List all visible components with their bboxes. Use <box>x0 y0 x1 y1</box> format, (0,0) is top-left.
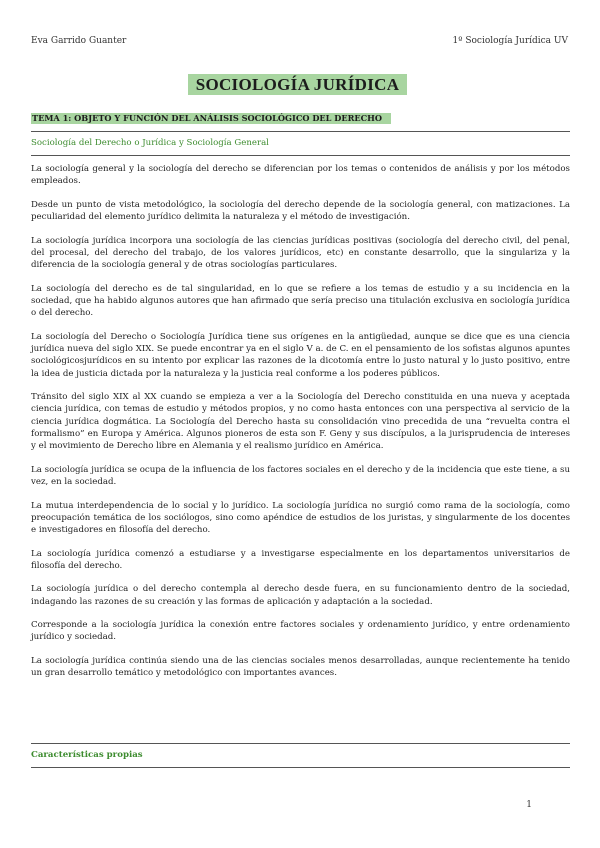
section-heading-2: Características propias <box>31 750 143 760</box>
paragraph: La sociología del derecho es de tal singularidad, en lo que se refiere a los temas de estudio y a su incidencia en la sociedad, que ha habido algunos autores que han afirmado que sería preciso una titulación exclusiva en sociología jurídica o del derecho. <box>31 283 570 319</box>
paragraph: La mutua interdependencia de lo social y lo jurídico. La sociología jurídica no surgió como rama de la sociología, como preocupación temática de los sociólogos, sino como apéndice de estudios de los juristas, y singularmente de los docentes e investigadores en filosofía del derecho. <box>31 500 570 536</box>
paragraph: Corresponde a la sociología jurídica la conexión entre factores sociales y ordenamiento jurídico, y entre ordenamiento jurídico y sociedad. <box>31 620 570 643</box>
tema-heading: TEMA 1: OBJETO Y FUNCIÓN DEL ANÁLISIS SOCIOLÓGICO DEL DERECHO <box>31 113 391 124</box>
document-title: SOCIOLOGÍA JURÍDICA <box>188 74 407 95</box>
document-body <box>31 163 570 691</box>
paragraph: La sociología jurídica o del derecho contempla al derecho desde fuera, en su funcionamiento dentro de la sociedad, indagando las razones de su creación y las formas de aplicación y adaptación a la sociedad. <box>31 584 570 607</box>
section-divider-top-2 <box>31 743 570 744</box>
paragraph: La sociología jurídica continúa siendo una de las ciencias sociales menos desarrolladas, aunque recientemente ha tenido un gran desarrollo temático y metodológico con importantes avances. <box>31 655 570 679</box>
paragraph: Tránsito del siglo XIX al XX cuando se empieza a ver a la Sociología del Derecho constituida en una nueva y aceptada ciencia jurídica, con temas de estudio y métodos propios, y no como hasta entonces con una perspectiva al servicio de la ciencia jurídica dogmática. La Sociología del Derecho hasta su consolidación vino precedida de una “revuelta contra el formalismo” en Europa y América. Algunos pioneros de esta son F. Geny y sus discípulos, a la jurisprudencia de intereses y el movimiento de Derecho libre en Alemania y el realismo jurídico en América. <box>31 392 570 452</box>
paragraph: La sociología general y la sociología del derecho se diferencian por los temas o contenidos de análisis y por los métodos empleados. <box>31 164 570 187</box>
paragraph: Desde un punto de vista metodológico, la sociología del derecho depende de la sociología general, con matizaciones. La peculiaridad del elemento jurídico delimita la naturaleza y el método de investigación. <box>31 199 570 223</box>
section-divider-bottom <box>31 155 570 156</box>
header-course: 1º Sociología Jurídica UV <box>452 36 568 46</box>
paragraph: La sociología jurídica incorpora una sociología de las ciencias jurídicas positivas (sociología del derecho civil, del penal, del procesal, del derecho del trabajo, de los valores jurídicos, etc) en constante desarrollo, que la singulariza y la diferencia de la sociología general y de otras sociologías particulares. <box>31 235 570 271</box>
header-author: Eva Garrido Guanter <box>31 36 127 46</box>
paragraph: La sociología jurídica se ocupa de la influencia de los factores sociales en el derecho y de la incidencia que este tiene, a su vez, en la sociedad. <box>31 464 570 488</box>
section-divider-bottom-2 <box>31 767 570 768</box>
page-number: 1 <box>526 800 532 810</box>
paragraph: La sociología del Derecho o Sociología Jurídica tiene sus orígenes en la antigüedad, aunque se dice que es una ciencia jurídica nueva del siglo XIX. Se puede encontrar ya en el siglo V a. de C. en el pensamiento de los sofistas algunos apuntes sociológicosjurídicos en su intento por explicar las razones de la dicotomía entre lo justo natural y lo justo positivo, entre la idea de justicia dictada por la naturaleza y la justicia real conforme a los poderes públicos. <box>31 331 570 379</box>
paragraph: La sociología jurídica comenzó a estudiarse y a investigarse especialmente en los departamentos universitarios de filosofía del derecho. <box>31 548 570 571</box>
section-divider-top <box>31 131 570 132</box>
section-heading-1: Sociología del Derecho o Jurídica y Sociología General <box>31 138 269 148</box>
